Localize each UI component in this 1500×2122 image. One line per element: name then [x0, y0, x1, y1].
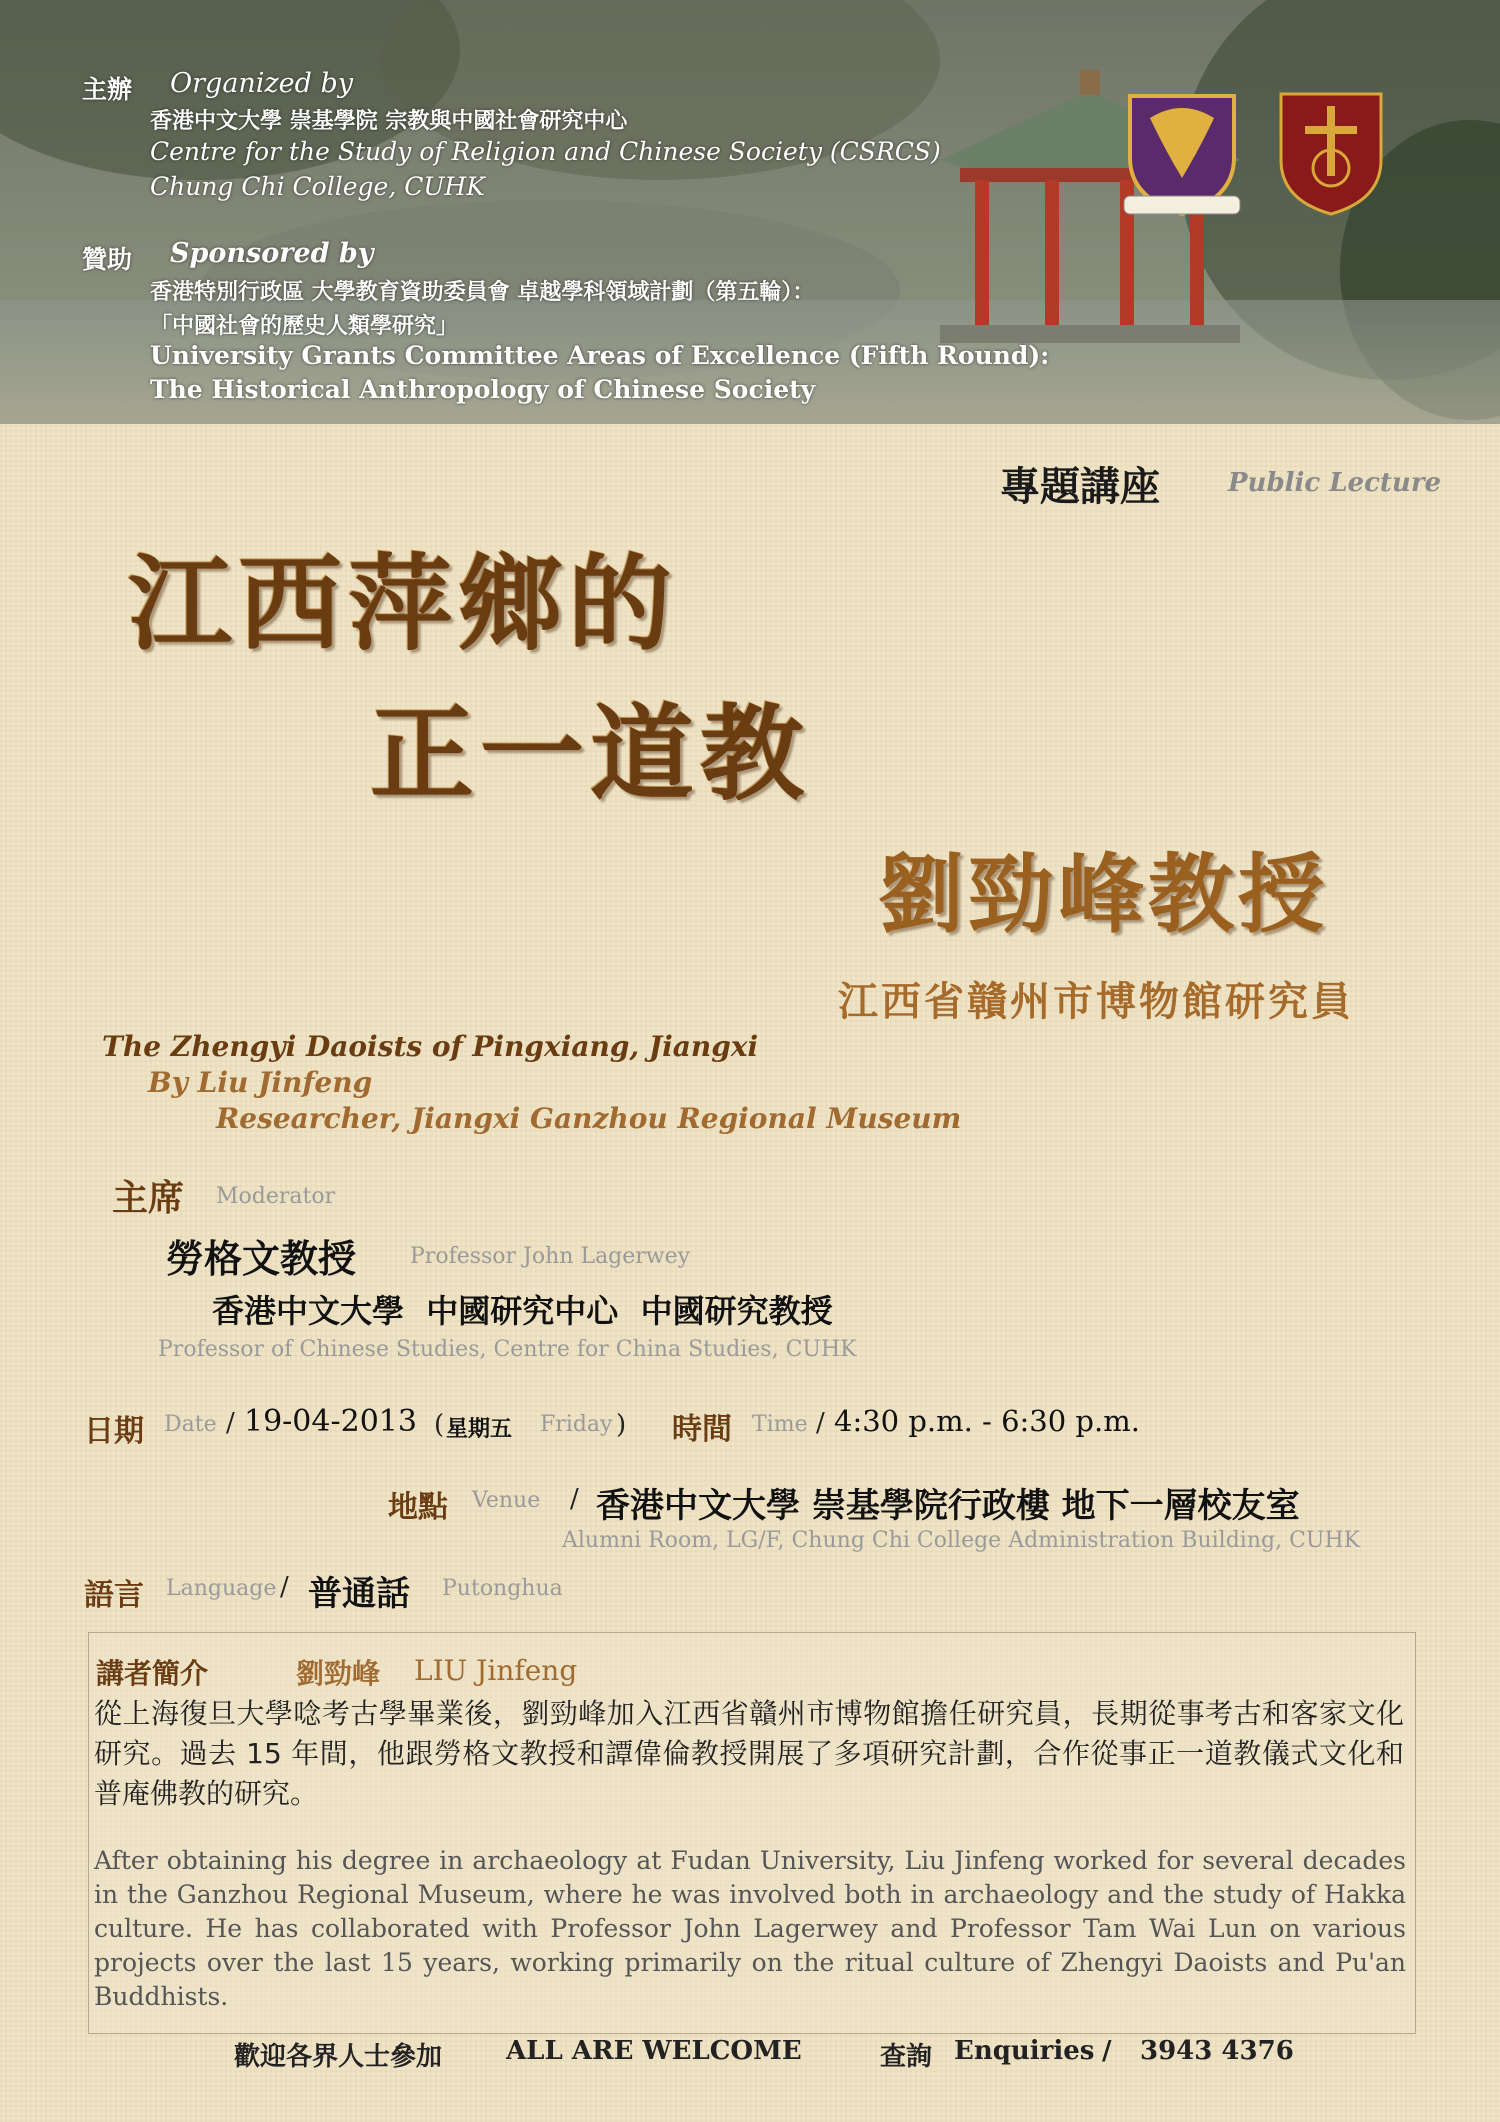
cuhk-crest-logo	[1120, 88, 1244, 218]
organizer-cn: 香港中文大學 崇基學院 宗教與中國社會研究中心	[150, 109, 628, 134]
sponsored-label-cn: 贊助	[82, 245, 133, 274]
enquiries-label-cn: 查詢	[880, 2042, 933, 2072]
bio-speaker-name-cn: 劉勁峰	[296, 1657, 381, 1690]
venue-label-en: Venue	[472, 1488, 541, 1513]
bio-text-en: After obtaining his degree in archaeology at Fudan University, Liu Jinfeng worked for several decades in the Ganzhou Regional Museum, where he was involved both in archaeology and the study of Hakka culture. He has collaborated with Professor John Lagerwey and Professor Tam Wai Lun on various projects over the last 15 years, working primarily on the ritual culture of Zhengyi Daoists and Pu'an Buddhists.	[94, 1846, 1406, 2011]
welcome-en: ALL ARE WELCOME	[506, 2036, 802, 2066]
moderator-affiliation-cn: 香港中文大學 中國研究中心 中國研究教授	[212, 1292, 833, 1330]
by-speaker-en: By Liu Jinfeng	[148, 1066, 373, 1099]
moderator-affiliation-en: Professor of Chinese Studies, Centre for China Studies, CUHK	[158, 1337, 857, 1362]
organized-label-en: Organized by	[170, 68, 354, 99]
weekday-open-paren: (	[434, 1410, 445, 1440]
language-separator: /	[280, 1572, 289, 1602]
date-separator: /	[226, 1408, 235, 1438]
speaker-name-cn: 劉勁峰教授	[878, 845, 1328, 945]
weekday-cn: 星期五	[446, 1417, 513, 1442]
sponsor-en-2: The Historical Anthropology of Chinese Society	[150, 375, 816, 404]
moderator-name-cn: 勞格文教授	[166, 1237, 357, 1281]
lecture-type-en: Public Lecture	[1228, 468, 1442, 498]
language-en: Putonghua	[442, 1576, 563, 1601]
time-separator: /	[816, 1408, 825, 1438]
enquiries-separator: /	[1102, 2036, 1112, 2066]
moderator-label-en: Moderator	[216, 1184, 336, 1209]
title-cn-line-2: 正一道教	[370, 693, 811, 815]
language-label-en: Language	[166, 1576, 277, 1601]
language-cn: 普通話	[308, 1574, 410, 1614]
chung-chi-college-crest-logo	[1275, 88, 1387, 218]
weekday-en: Friday	[540, 1412, 613, 1437]
sponsor-cn-1: 香港特別行政區 大學教育資助委員會 卓越學科領域計劃（第五輪）：	[150, 280, 815, 305]
speaker-title-cn: 江西省贛州市博物館研究員	[838, 979, 1354, 1025]
time-value: 4:30 p.m. - 6:30 p.m.	[834, 1404, 1140, 1438]
speaker-title-en: Researcher, Jiangxi Ganzhou Regional Museum	[216, 1102, 962, 1135]
title-cn-line-1: 江西萍鄉的	[128, 543, 679, 665]
bio-heading-cn: 講者簡介	[96, 1657, 209, 1690]
organizer-en-1: Centre for the Study of Religion and Chinese Society (CSRCS)	[150, 137, 941, 166]
bio-text-cn: 從上海復旦大學唸考古學畢業後，劉勁峰加入江西省贛州市博物館擔任研究員，長期從事考古和客家文化研究。過去 15 年間，他跟勞格文教授和譚偉倫教授開展了多項研究計劃，合作從事正一道教儀式文化和普庵佛教的研究。	[94, 1697, 1404, 1810]
moderator-label-cn: 主席	[112, 1178, 185, 1219]
moderator-name-en: Professor John Lagerwey	[410, 1244, 691, 1269]
weekday-close-paren: )	[616, 1410, 627, 1440]
time-label-en: Time	[752, 1412, 808, 1437]
sponsor-en-1: University Grants Committee Areas of Excellence (Fifth Round):	[150, 341, 1050, 370]
enquiries-label-en: Enquiries	[954, 2036, 1095, 2066]
bio-speaker-name-en: LIU Jinfeng	[414, 1654, 578, 1687]
date-label-en: Date	[164, 1412, 217, 1437]
organized-label-cn: 主辦	[82, 75, 133, 104]
enquiries-phone: 3943 4376	[1140, 2036, 1294, 2066]
time-label-cn: 時間	[672, 1412, 732, 1447]
header-photo-band	[0, 0, 1500, 424]
sponsored-label-en: Sponsored by	[170, 238, 374, 269]
venue-cn: 香港中文大學 崇基學院行政樓 地下一層校友室	[596, 1486, 1300, 1526]
language-label-cn: 語言	[84, 1578, 144, 1613]
welcome-cn: 歡迎各界人士參加	[234, 2042, 443, 2072]
venue-separator: /	[570, 1484, 579, 1514]
sponsor-cn-2: 「中國社會的歷史人類學研究」	[150, 314, 459, 339]
organizer-en-2: Chung Chi College, CUHK	[150, 172, 485, 201]
venue-en: Alumni Room, LG/F, Chung Chi College Administration Building, CUHK	[562, 1528, 1361, 1553]
lecture-type-cn: 專題講座	[1000, 464, 1160, 510]
venue-label-cn: 地點	[388, 1490, 448, 1525]
date-value: 19-04-2013	[244, 1404, 417, 1439]
title-en: The Zhengyi Daoists of Pingxiang, Jiangxi	[102, 1030, 759, 1063]
date-label-cn: 日期	[84, 1414, 144, 1449]
